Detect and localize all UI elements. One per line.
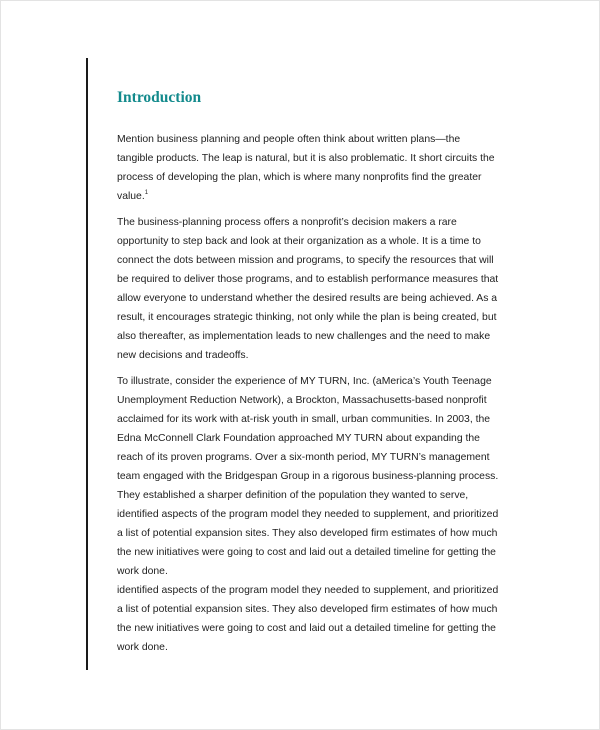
paragraph-3 bbox=[117, 372, 507, 657]
text-line: new decisions and tradeoffs. bbox=[117, 350, 249, 361]
footnote-reference[interactable]: 1 bbox=[144, 190, 149, 196]
text-line: allow everyone to understand whether the desired results are being achieved. As a bbox=[117, 293, 498, 304]
text-line: be required to deliver those programs, and to establish performance measures that bbox=[117, 274, 499, 285]
text-line: process of developing the plan, which is where many nonprofits find the greater bbox=[117, 172, 482, 183]
text-line: Unemployment Reduction Network), a Brockton, Massachusetts-based nonprofit bbox=[117, 395, 487, 406]
text-line: a list of potential expansion sites. They also developed firm estimates of how much bbox=[117, 528, 498, 539]
text-line: work done. bbox=[117, 566, 168, 577]
text-line: connect the dots between mission and programs, to specify the resources that will bbox=[117, 255, 494, 266]
text-line: Mention business planning and people often think about written plans—the bbox=[117, 134, 461, 145]
section-heading: Introduction bbox=[117, 89, 202, 106]
text-line: result, it encourages strategic thinking, not only while the plan is being created, but bbox=[117, 312, 497, 323]
text-line: Edna McConnell Clark Foundation approached MY TURN about expanding the bbox=[117, 433, 480, 444]
text-line: tangible products. The leap is natural, but it is also problematic. It short circuits the bbox=[117, 153, 495, 164]
text-line: To illustrate, consider the experience of MY TURN, Inc. (aMerica’s Youth Teenage bbox=[117, 376, 492, 387]
paragraph-2 bbox=[117, 213, 507, 365]
text-line: a list of potential expansion sites. They also developed firm estimates of how much bbox=[117, 604, 498, 615]
text-line: The business-planning process offers a nonprofit’s decision makers a rare bbox=[117, 217, 457, 228]
text-line: team engaged with the Bridgespan Group in a rigorous business-planning process. bbox=[117, 471, 499, 482]
document-body bbox=[117, 86, 507, 664]
text-line: They established a sharper definition of the population they wanted to serve, bbox=[117, 490, 469, 501]
text-line: reach of its proven programs. Over a six-month period, MY TURN’s management bbox=[117, 452, 490, 463]
text-line bbox=[117, 187, 507, 206]
text-line: opportunity to step back and look at their organization as a whole. It is a time to bbox=[117, 236, 481, 247]
text-line: identified aspects of the program model they needed to supplement, and prioritized bbox=[117, 585, 499, 596]
text-line-content: value. bbox=[117, 191, 145, 202]
text-line: the new initiatives were going to cost and laid out a detailed timeline for getting the bbox=[117, 623, 496, 634]
text-line: the new initiatives were going to cost and laid out a detailed timeline for getting the bbox=[117, 547, 496, 558]
text-line: also thereafter, as implementation leads to new challenges and the need to make bbox=[117, 331, 491, 342]
text-line: work done. bbox=[117, 642, 168, 653]
text-line: acclaimed for its work with at-risk youth in small, urban communities. In 2003, the bbox=[117, 414, 491, 425]
text-line: identified aspects of the program model they needed to supplement, and prioritized bbox=[117, 509, 499, 520]
paragraph-1 bbox=[117, 130, 507, 206]
margin-rule bbox=[86, 58, 88, 670]
